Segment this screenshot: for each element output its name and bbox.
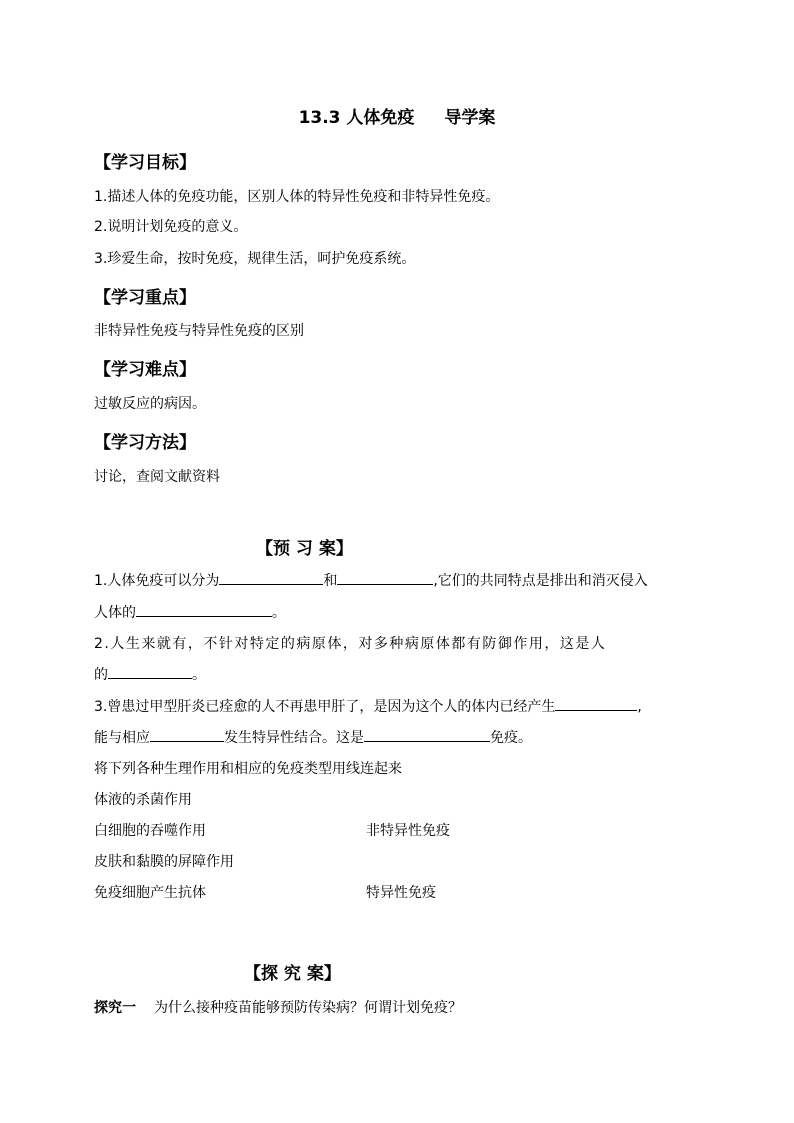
objective-item-2: 2.说明计划免疫的意义。 bbox=[94, 219, 248, 235]
objective-item-1: 1.描述人体的免疫功能，区别人体的特异性免疫和非特异性免疫。 bbox=[94, 189, 500, 205]
difficulties-heading: 【学习难点】 bbox=[94, 360, 196, 380]
q1-text-d: 人体的 bbox=[94, 605, 136, 621]
q1-text-a: 1.人体免疫可以分为 bbox=[94, 573, 220, 589]
q3-text-b: , bbox=[637, 699, 642, 715]
q3-text-c: 能与相应 bbox=[94, 730, 150, 746]
methods-heading: 【学习方法】 bbox=[94, 433, 196, 453]
objective-item-3: 3.珍爱生命，按时免疫，规律生活，呵护免疫系统。 bbox=[94, 251, 416, 267]
q1-blank-3[interactable] bbox=[136, 602, 272, 617]
q2-blank-1[interactable] bbox=[108, 664, 192, 679]
preview-heading: 【预 习 案】 bbox=[256, 539, 353, 559]
objectives-heading: 【学习目标】 bbox=[94, 153, 196, 173]
preview-q2-line1: 2.人生来就有，不针对特定的病原体，对多种病原体都有防御作用，这是人 bbox=[94, 636, 607, 652]
q3-blank-3[interactable] bbox=[364, 727, 490, 742]
explore-question-1 bbox=[94, 997, 462, 1017]
preview-q2-line2 bbox=[94, 664, 206, 684]
matching-left-item-3[interactable]: 皮肤和黏膜的屏障作用 bbox=[94, 854, 234, 870]
q1-text-e: 。 bbox=[272, 605, 286, 621]
explore-q1-text: 为什么接种疫苗能够预防传染病？何谓计划免疫？ bbox=[154, 1000, 462, 1016]
q3-text-d: 发生特异性结合。这是 bbox=[224, 730, 364, 746]
matching-left-item-1[interactable]: 体液的杀菌作用 bbox=[94, 792, 192, 808]
q1-text-b: 和 bbox=[323, 573, 338, 589]
q2-text-b: 的 bbox=[94, 667, 108, 683]
page-title bbox=[0, 103, 794, 128]
matching-right-item-2[interactable]: 特异性免疫 bbox=[366, 885, 436, 901]
matching-left-item-2[interactable]: 白细胞的吞噬作用 bbox=[94, 823, 206, 839]
q3-text-a: 3.曾患过甲型肝炎已痊愈的人不再患甲肝了，是因为这个人的体内已经产生 bbox=[94, 699, 556, 715]
key-points-heading: 【学习重点】 bbox=[94, 288, 196, 308]
title-sub: 导学案 bbox=[444, 108, 496, 128]
title-main: 13.3 人体免疫 bbox=[298, 108, 415, 128]
q1-blank-2[interactable] bbox=[337, 570, 433, 585]
matching-left-item-4[interactable]: 免疫细胞产生抗体 bbox=[94, 885, 206, 901]
q2-text-c: 。 bbox=[192, 667, 206, 683]
difficulties-text: 过敏反应的病因。 bbox=[94, 396, 206, 412]
q3-blank-2[interactable] bbox=[150, 727, 224, 742]
preview-q1-line2 bbox=[94, 602, 286, 622]
preview-q1-line1 bbox=[94, 570, 648, 590]
matching-intro: 将下列各种生理作用和相应的免疫类型用线连起来 bbox=[94, 761, 402, 777]
q1-text-c: ,它们的共同特点是排出和消灭侵入 bbox=[433, 573, 648, 589]
explore-q1-label: 探究一 bbox=[94, 1000, 136, 1016]
matching-right-item-1[interactable]: 非特异性免疫 bbox=[366, 823, 450, 839]
preview-q3-line1 bbox=[94, 696, 642, 716]
q3-blank-1[interactable] bbox=[555, 696, 637, 711]
q3-text-e: 免疫。 bbox=[490, 730, 532, 746]
methods-text: 讨论，查阅文献资料 bbox=[94, 469, 220, 485]
explore-heading: 【探 究 案】 bbox=[244, 964, 341, 984]
key-points-text: 非特异性免疫与特异性免疫的区别 bbox=[94, 323, 304, 339]
q1-blank-1[interactable] bbox=[219, 570, 323, 585]
preview-q3-line2 bbox=[94, 727, 532, 747]
